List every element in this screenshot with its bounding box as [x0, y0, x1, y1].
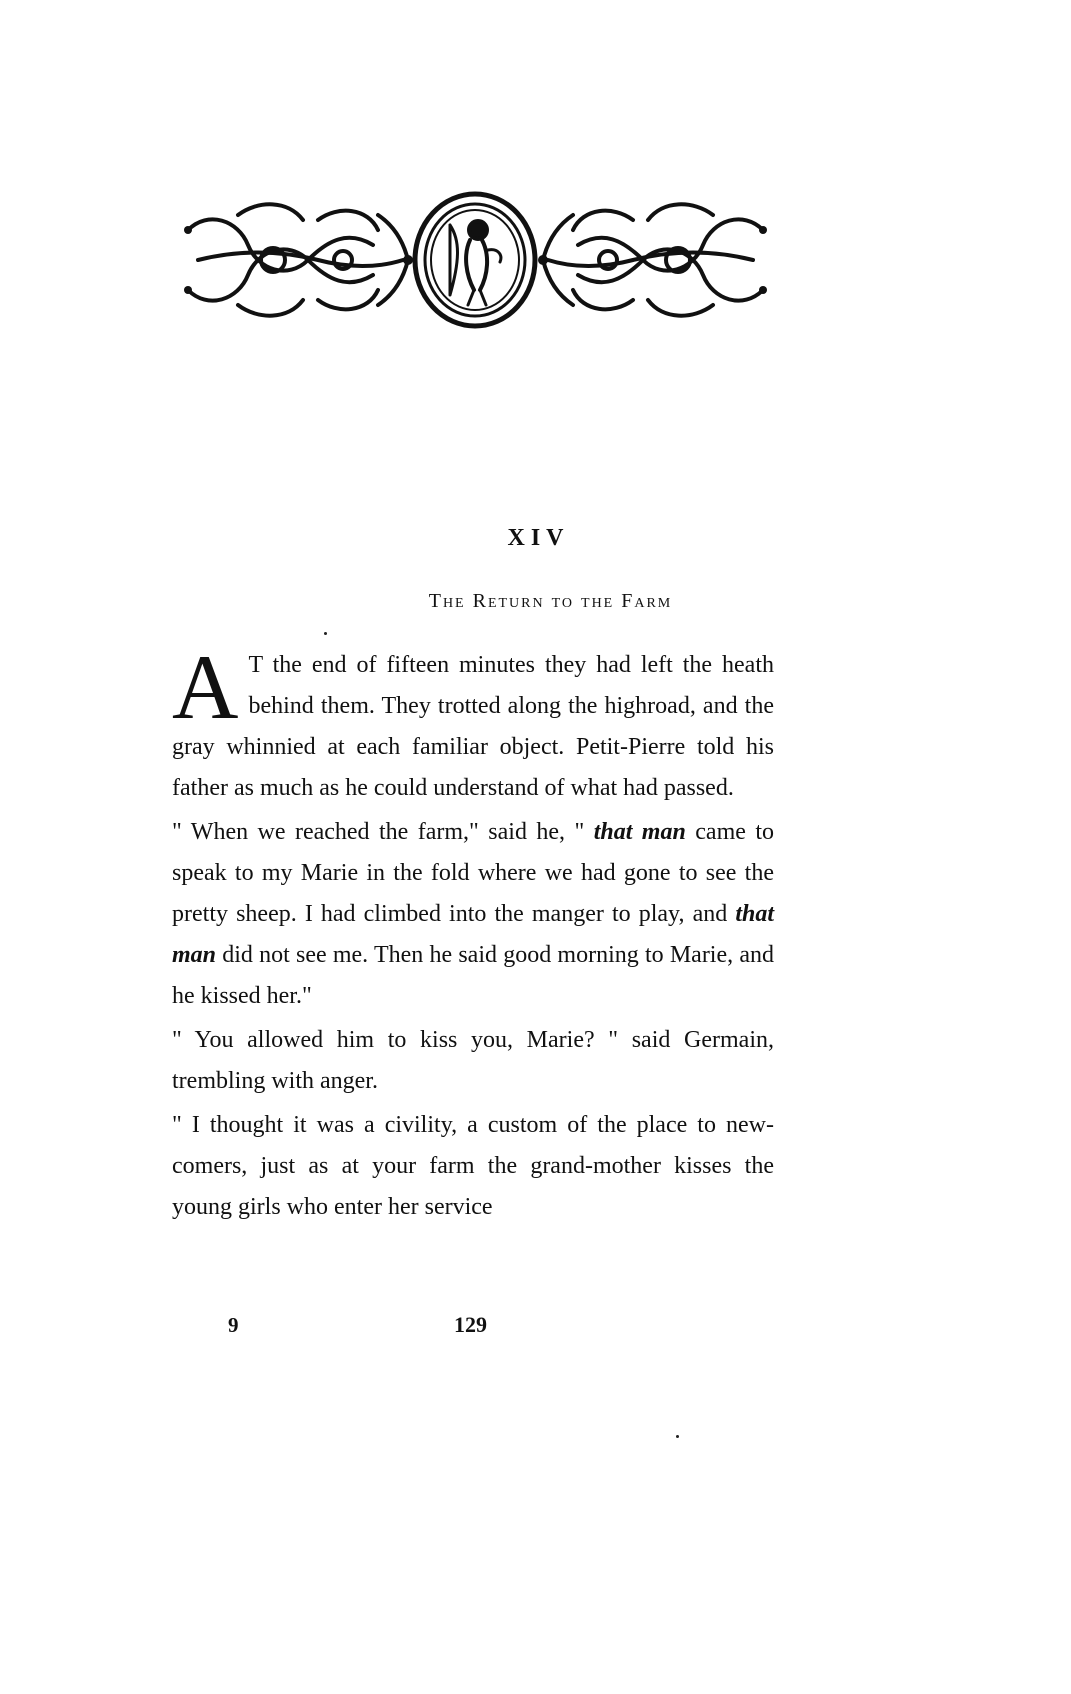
paragraph-2-part-c: did not see me. Then he said good morning to Marie, and he kissed her."	[172, 942, 774, 1009]
emphasis-that-man-1: that man	[593, 819, 686, 845]
drop-cap: A	[172, 636, 239, 738]
signature-mark: 9	[228, 1313, 239, 1337]
paragraph-1	[172, 636, 774, 809]
paragraph-2-part-b: came to speak to my Marie in the fold where we had gone to see the pretty sheep. I had climbed into the manger to play, and	[172, 819, 774, 927]
paragraph-4: " I thought it was a civility, a custom of the place to new-comers, just as at your farm the grand-mother kisses the young girls who enter her service	[172, 1112, 774, 1220]
paragraph-1-text: T the end of fifteen minutes they had left the heath behind them. They trotted along the highroad, and the gray whinnied at each familiar object. Petit-Pierre told his father as much as he could understand of what had passed.	[172, 652, 774, 801]
paragraph-2-part-a: " When we reached the farm," said he, "	[172, 819, 594, 845]
body-text	[172, 636, 774, 1228]
page-number: 129	[454, 1312, 487, 1337]
paragraph-2	[172, 812, 774, 1017]
paragraph-3: " You allowed him to kiss you, Marie? " said Germain, trembling with anger.	[172, 1027, 774, 1094]
ornament-headpiece-icon	[178, 190, 773, 330]
chapter-title: The Return to the Farm	[428, 590, 673, 612]
print-speck	[324, 632, 327, 635]
emphasis-that-man-2: that man	[172, 901, 774, 968]
chapter-number: XIV	[507, 525, 570, 551]
print-speck	[676, 1435, 679, 1438]
